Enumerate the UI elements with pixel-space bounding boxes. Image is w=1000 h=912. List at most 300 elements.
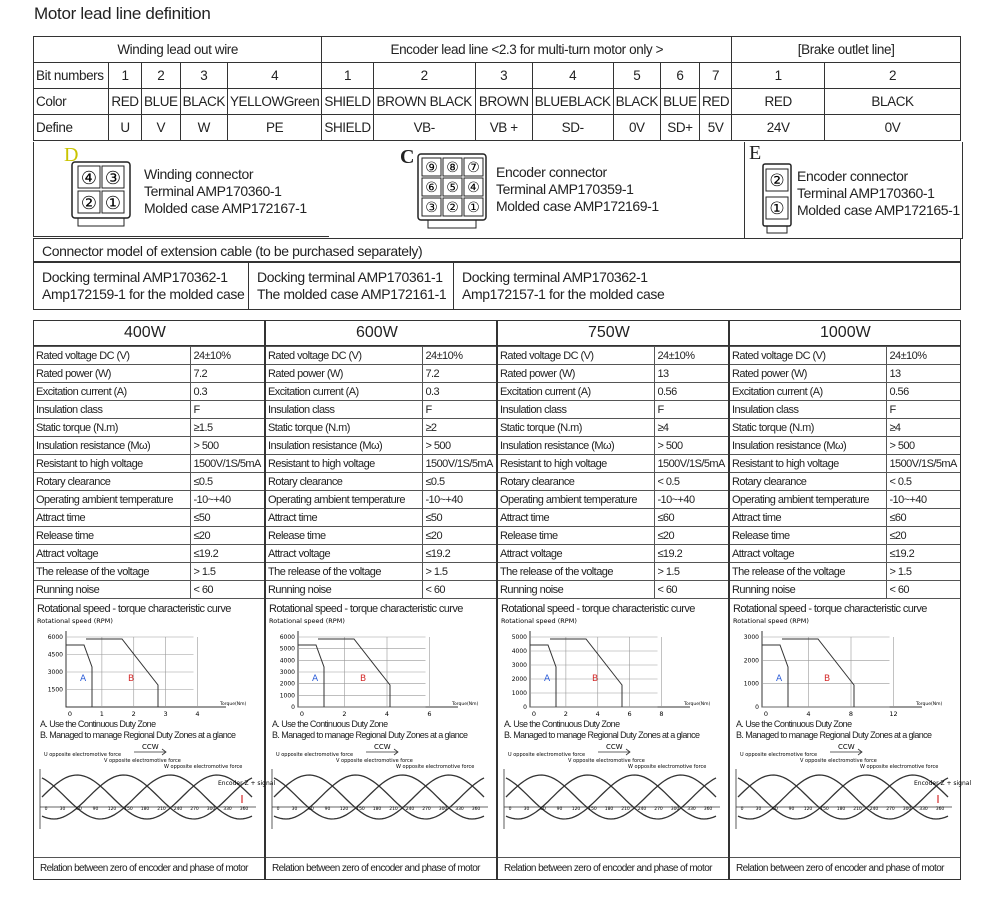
docking-line: The molded case AMP172161-1 <box>257 286 447 302</box>
spec-label: Running noise <box>498 581 655 599</box>
pin-label: ③ <box>104 168 122 189</box>
spec-label: Attract voltage <box>730 545 887 563</box>
y-tick-label: 5000 <box>511 634 527 641</box>
y-tick-label: 0 <box>755 704 759 711</box>
spec-label: Release time <box>498 527 655 545</box>
spec-row <box>730 437 960 455</box>
spec-row <box>34 581 264 599</box>
spec-label: Rated power (W) <box>498 365 655 383</box>
cell: SHIELD <box>322 115 373 141</box>
phase-diagram <box>266 741 496 833</box>
group-winding: Winding lead out wire <box>34 37 322 63</box>
angle-tick-label: 150 <box>820 807 829 812</box>
winding-connector-icon <box>70 160 134 230</box>
angle-tick-label: 150 <box>356 807 365 812</box>
y-tick-label: 0 <box>291 704 295 711</box>
angle-tick-label: 0 <box>508 807 512 812</box>
y-tick-label: 4000 <box>511 648 527 655</box>
curve-title: Rotational speed - torque characteristic curve <box>37 603 231 615</box>
spec-label: Rated power (W) <box>34 365 191 383</box>
angle-tick-label: 180 <box>604 807 614 812</box>
spec-label: Resistant to high voltage <box>730 455 887 473</box>
spec-value: > 500 <box>887 437 960 455</box>
spec-value: F <box>191 401 264 419</box>
curve-title: Rotational speed - torque characteristic curve <box>501 603 695 615</box>
connector-text <box>797 168 960 219</box>
angle-tick-label: 330 <box>223 807 232 812</box>
x-tick-label: 0 <box>763 710 769 718</box>
spec-row <box>730 383 960 401</box>
x-tick-label: 6 <box>627 710 632 718</box>
spec-value: < 60 <box>887 581 960 599</box>
spec-value: 0.56 <box>887 383 960 401</box>
spec-value: ≥2 <box>423 419 496 437</box>
connector-name: Encoder connector <box>797 168 908 184</box>
x-tick-label: 8 <box>848 710 854 718</box>
spec-value: ≤19.2 <box>191 545 264 563</box>
zone-a-label: A <box>776 674 783 684</box>
angle-tick-label: 120 <box>803 807 813 812</box>
spec-row <box>266 419 496 437</box>
v-phase-wave <box>274 775 484 819</box>
speed-torque-chart <box>266 615 496 719</box>
spec-panel-400w <box>33 320 276 880</box>
spec-row <box>266 581 496 599</box>
angle-tick-label: 30 <box>755 807 762 812</box>
w-phase-wave <box>274 775 484 819</box>
define-row <box>34 115 961 141</box>
spec-value: > 500 <box>191 437 264 455</box>
cell: BLACK <box>613 89 660 115</box>
spec-label: Release time <box>266 527 423 545</box>
angle-tick-label: 270 <box>422 807 431 812</box>
group-encoder: Encoder lead line <2.3 for multi-turn motor only > <box>322 37 732 63</box>
spec-label: The release of the voltage <box>498 563 655 581</box>
angle-tick-label: 30 <box>291 807 298 812</box>
angle-tick-label: 240 <box>869 807 879 812</box>
y-tick-label: 6000 <box>279 634 295 641</box>
note-regional-zone: B. Managed to manage Regional Duty Zones at a glance <box>40 730 236 740</box>
cell: BLUE <box>660 89 699 115</box>
spec-label: Insulation resistance (Mω) <box>34 437 191 455</box>
spec-label: Rated voltage DC (V) <box>266 347 423 365</box>
spec-label: Insulation resistance (Mω) <box>730 437 887 455</box>
connector-e-box <box>744 142 963 239</box>
y-axis-label: Rotational speed (RPM) <box>733 617 809 625</box>
panel-power-title: 400W <box>34 321 264 346</box>
spec-value: 13 <box>655 365 728 383</box>
angle-tick-label: 90 <box>556 807 563 812</box>
x-tick-label: 3 <box>163 710 168 718</box>
pin-label: ① <box>104 193 122 214</box>
v-phase-label: V opposite electromotive force <box>336 758 413 764</box>
v-phase-label: V opposite electromotive force <box>568 758 645 764</box>
pin-label: ⑧ <box>446 160 459 176</box>
connector-model-heading: Connector model of extension cable (to be purchased separately) <box>33 238 961 262</box>
spec-label: Excitation current (A) <box>498 383 655 401</box>
spec-row <box>266 347 496 365</box>
angle-tick-label: 240 <box>637 807 647 812</box>
angle-tick-label: 120 <box>571 807 581 812</box>
angle-tick-label: 270 <box>886 807 895 812</box>
zone-b-label: B <box>128 674 135 684</box>
cell: 4 <box>227 63 321 89</box>
intermittent-duty-curve <box>550 639 622 707</box>
zone-b-label: B <box>360 674 367 684</box>
spec-row <box>498 545 728 563</box>
x-tick-label: 2 <box>342 710 347 718</box>
spec-row <box>266 491 496 509</box>
angle-tick-label: 150 <box>588 807 597 812</box>
panel-power-title: 750W <box>498 321 728 346</box>
encoder-connector-icon <box>416 152 488 232</box>
docking-line: Amp172159-1 for the molded case <box>42 286 245 302</box>
y-tick-label: 6000 <box>47 634 63 641</box>
ccw-label: CCW <box>838 743 855 751</box>
cell: 1 <box>322 63 373 89</box>
connector-terminal: Terminal AMP170360-1 <box>797 185 935 201</box>
y-tick-label: 1000 <box>511 690 527 697</box>
angle-tick-label: 270 <box>654 807 663 812</box>
spec-value: -10~+40 <box>191 491 264 509</box>
spec-value: F <box>423 401 496 419</box>
spec-label: Excitation current (A) <box>730 383 887 401</box>
y-tick-label: 4500 <box>47 651 63 659</box>
spec-value: 24±10% <box>887 347 960 365</box>
spec-value: ≤20 <box>887 527 960 545</box>
angle-tick-label: 300 <box>438 807 448 812</box>
spec-label: Static torque (N.m) <box>498 419 655 437</box>
continuous-duty-curve <box>298 645 324 707</box>
angle-tick-label: 300 <box>206 807 216 812</box>
spec-value: -10~+40 <box>887 491 960 509</box>
speed-torque-chart <box>730 615 960 719</box>
spec-label: Rated voltage DC (V) <box>498 347 655 365</box>
connector-case: Molded case AMP172167-1 <box>144 200 307 216</box>
docking-line: Docking terminal AMP170362-1 <box>42 269 228 285</box>
spec-label: Attract time <box>498 509 655 527</box>
pin-label: ⑥ <box>425 180 438 196</box>
spec-label: Insulation class <box>266 401 423 419</box>
w-phase-label: W opposite electromotive force <box>164 764 243 770</box>
spec-label: Running noise <box>266 581 423 599</box>
spec-row <box>498 455 728 473</box>
x-tick-label: 4 <box>806 710 811 718</box>
spec-row <box>730 563 960 581</box>
zone-b-label: B <box>592 674 599 684</box>
connector-text <box>144 166 307 217</box>
cell: VB + <box>475 115 532 141</box>
spec-row <box>34 401 264 419</box>
spec-label: Rated voltage DC (V) <box>730 347 887 365</box>
spec-label: Resistant to high voltage <box>266 455 423 473</box>
cell: BROWN <box>475 89 532 115</box>
spec-value: ≤19.2 <box>423 545 496 563</box>
spec-value: ≤19.2 <box>655 545 728 563</box>
zone-a-label: A <box>544 674 551 684</box>
cell: 4 <box>532 63 613 89</box>
x-tick-label: 2 <box>131 710 136 718</box>
spec-label: Attract time <box>266 509 423 527</box>
spec-row <box>498 365 728 383</box>
cell: SHIELD <box>322 89 373 115</box>
pin-label: ④ <box>467 180 480 196</box>
spec-value: 1500V/1S/5mA <box>887 455 960 473</box>
spec-label: Insulation class <box>34 401 191 419</box>
ccw-label: CCW <box>606 743 623 751</box>
y-tick-label: 2000 <box>743 657 759 665</box>
cell: 1 <box>732 63 825 89</box>
spec-panel-600w <box>265 320 497 880</box>
spec-row <box>34 563 264 581</box>
spec-row <box>34 473 264 491</box>
continuous-duty-curve <box>530 645 556 707</box>
spec-row <box>266 455 496 473</box>
angle-tick-label: 240 <box>173 807 183 812</box>
w-phase-label: W opposite electromotive force <box>860 764 939 770</box>
cell: VB- <box>373 115 475 141</box>
spec-row <box>498 437 728 455</box>
angle-tick-label: 330 <box>455 807 464 812</box>
spec-row <box>498 401 728 419</box>
spec-row <box>498 419 728 437</box>
note-continuous-zone: A. Use the Continuous Duty Zone <box>504 719 620 729</box>
angle-tick-label: 360 <box>703 807 713 812</box>
cell: RED <box>699 89 731 115</box>
angle-tick-label: 330 <box>919 807 928 812</box>
spec-row <box>498 347 728 365</box>
spec-label: Insulation class <box>498 401 655 419</box>
y-tick-label: 2000 <box>511 676 527 683</box>
row-label: Color <box>34 89 109 115</box>
spec-value: > 1.5 <box>655 563 728 581</box>
spec-row <box>498 491 728 509</box>
spec-value: 24±10% <box>655 347 728 365</box>
spec-label: Operating ambient temperature <box>498 491 655 509</box>
angle-tick-label: 180 <box>836 807 846 812</box>
docking-line: Amp172157-1 for the molded case <box>462 286 665 302</box>
intermittent-duty-curve <box>318 639 390 707</box>
color-row <box>34 89 961 115</box>
curve-title: Rotational speed - torque characteristic curve <box>733 603 927 615</box>
cell: 0V <box>825 115 961 141</box>
spec-row <box>34 455 264 473</box>
cell: BLUE <box>142 89 181 115</box>
cell: 0V <box>613 115 660 141</box>
spec-value: > 500 <box>655 437 728 455</box>
spec-label: Insulation resistance (Mω) <box>266 437 423 455</box>
x-tick-label: 12 <box>889 710 898 718</box>
spec-label: Resistant to high voltage <box>498 455 655 473</box>
phase-diagram <box>34 741 276 833</box>
spec-value: < 60 <box>191 581 264 599</box>
spec-row <box>730 491 960 509</box>
angle-tick-label: 150 <box>124 807 133 812</box>
spec-row <box>266 545 496 563</box>
connector-text <box>496 164 659 215</box>
spec-row <box>34 419 264 437</box>
connector-d-box <box>33 142 329 237</box>
ccw-label: CCW <box>142 743 159 751</box>
spec-value: > 1.5 <box>423 563 496 581</box>
pin-label: ① <box>467 200 480 216</box>
spec-row <box>266 527 496 545</box>
spec-row <box>730 455 960 473</box>
panel-power-title: 1000W <box>730 321 960 346</box>
angle-tick-label: 90 <box>788 807 795 812</box>
connector-name: Winding connector <box>144 166 254 182</box>
angle-tick-label: 60 <box>772 807 778 812</box>
docking-line: Docking terminal AMP170361-1 <box>257 269 443 285</box>
spec-row <box>34 509 264 527</box>
phase-diagram <box>498 741 728 833</box>
spec-value: ≤20 <box>655 527 728 545</box>
spec-row <box>34 365 264 383</box>
spec-label: Attract voltage <box>266 545 423 563</box>
angle-tick-label: 60 <box>308 807 314 812</box>
x-tick-label: 4 <box>595 710 600 718</box>
spec-label: The release of the voltage <box>730 563 887 581</box>
connector-c-box <box>398 146 668 234</box>
x-tick-label: 0 <box>299 710 305 718</box>
spec-row <box>266 509 496 527</box>
spec-value: 0.56 <box>655 383 728 401</box>
spec-value: ≤60 <box>655 509 728 527</box>
cell: 7 <box>699 63 731 89</box>
v-phase-label: V opposite electromotive force <box>104 758 181 764</box>
spec-row <box>730 545 960 563</box>
intermittent-duty-curve <box>86 639 158 707</box>
x-tick-label: 0 <box>531 710 537 718</box>
x-tick-label: 1 <box>99 710 104 718</box>
cell: V <box>142 115 181 141</box>
spec-label: Operating ambient temperature <box>266 491 423 509</box>
x-axis-unit: Torque(Nm) <box>220 702 247 707</box>
spec-panel-1000w <box>729 320 972 880</box>
u-phase-label: U opposite electromotive force <box>508 752 586 758</box>
x-axis-unit: Torque(Nm) <box>452 702 479 707</box>
zone-a-label: A <box>312 674 319 684</box>
u-phase-wave <box>506 775 716 819</box>
spec-value: ≥1.5 <box>191 419 264 437</box>
continuous-duty-curve <box>762 645 788 707</box>
y-tick-label: 0 <box>523 704 527 711</box>
spec-row <box>730 401 960 419</box>
y-tick-label: 3000 <box>743 634 759 641</box>
spec-label: Attract time <box>34 509 191 527</box>
spec-row <box>730 509 960 527</box>
page-title: Motor lead line definition <box>34 4 211 23</box>
spec-label: Insulation resistance (Mω) <box>498 437 655 455</box>
note-continuous-zone: A. Use the Continuous Duty Zone <box>736 719 852 729</box>
spec-row <box>34 527 264 545</box>
spec-value: > 1.5 <box>887 563 960 581</box>
connector-case: Molded case AMP172165-1 <box>797 202 960 218</box>
spec-value: 1500V/1S/5mA <box>655 455 728 473</box>
y-tick-label: 1000 <box>743 680 759 688</box>
y-axis-label: Rotational speed (RPM) <box>37 617 113 625</box>
spec-row <box>266 473 496 491</box>
x-tick-label: 4 <box>384 710 390 718</box>
cell: 5V <box>699 115 731 141</box>
spec-row <box>266 437 496 455</box>
angle-tick-label: 30 <box>59 807 66 812</box>
cell: BLACK <box>825 89 961 115</box>
angle-tick-label: 360 <box>239 807 249 812</box>
v-phase-label: V opposite electromotive force <box>800 758 877 764</box>
pin-label: ④ <box>80 168 98 189</box>
cell: 2 <box>373 63 475 89</box>
spec-value: < 60 <box>423 581 496 599</box>
pin-label: ② <box>80 193 98 214</box>
group-brake: [Brake outlet line] <box>732 37 961 63</box>
spec-table <box>498 346 728 599</box>
cell: W <box>180 115 227 141</box>
note-regional-zone: B. Managed to manage Regional Duty Zones at a glance <box>272 730 468 740</box>
spec-value: ≥4 <box>655 419 728 437</box>
spec-row <box>266 401 496 419</box>
cell: 1 <box>109 63 142 89</box>
x-tick-label: 6 <box>427 710 432 718</box>
speed-torque-chart <box>34 615 264 719</box>
pin-label: ② <box>769 171 785 191</box>
spec-value: 24±10% <box>423 347 496 365</box>
spec-label: Running noise <box>34 581 191 599</box>
row-label: Bit numbers <box>34 63 109 89</box>
angle-tick-label: 360 <box>935 807 945 812</box>
spec-value: ≤0.5 <box>423 473 496 491</box>
angle-tick-label: 300 <box>670 807 680 812</box>
spec-panel-750w <box>497 320 729 880</box>
angle-tick-label: 0 <box>276 807 280 812</box>
docking-line: Docking terminal AMP170362-1 <box>462 269 648 285</box>
cell: 3 <box>475 63 532 89</box>
angle-tick-label: 60 <box>540 807 546 812</box>
spec-row <box>730 347 960 365</box>
docking-cell <box>33 262 249 310</box>
spec-table <box>34 346 264 599</box>
y-tick-label: 1000 <box>279 692 295 700</box>
x-tick-label: 4 <box>195 710 200 718</box>
row-label: Define <box>34 115 109 141</box>
y-axis-label: Rotational speed (RPM) <box>501 617 577 625</box>
phase-diagram <box>730 741 972 833</box>
cell: 24V <box>732 115 825 141</box>
u-phase-label: U opposite electromotive force <box>740 752 818 758</box>
y-tick-label: 3000 <box>279 669 295 676</box>
w-phase-label: W opposite electromotive force <box>628 764 707 770</box>
spec-table <box>266 346 496 599</box>
spec-value: > 1.5 <box>191 563 264 581</box>
spec-row <box>498 527 728 545</box>
cell: 2 <box>825 63 961 89</box>
spec-row <box>498 509 728 527</box>
angle-tick-label: 120 <box>339 807 349 812</box>
cell: SD+ <box>660 115 699 141</box>
v-phase-wave <box>506 775 716 819</box>
y-tick-label: 2000 <box>279 680 295 688</box>
spec-row <box>730 527 960 545</box>
encoder-z-label: Encoder Z + signal <box>914 780 972 787</box>
pin-label: ③ <box>425 200 438 216</box>
y-tick-label: 5000 <box>279 645 295 653</box>
x-axis-unit: Torque(Nm) <box>684 702 711 707</box>
w-phase-label: W opposite electromotive force <box>396 764 475 770</box>
cell: BROWN BLACK <box>373 89 475 115</box>
spec-label: Rotary clearance <box>34 473 191 491</box>
zone-b-label: B <box>824 674 831 684</box>
cell: BLACK <box>180 89 227 115</box>
